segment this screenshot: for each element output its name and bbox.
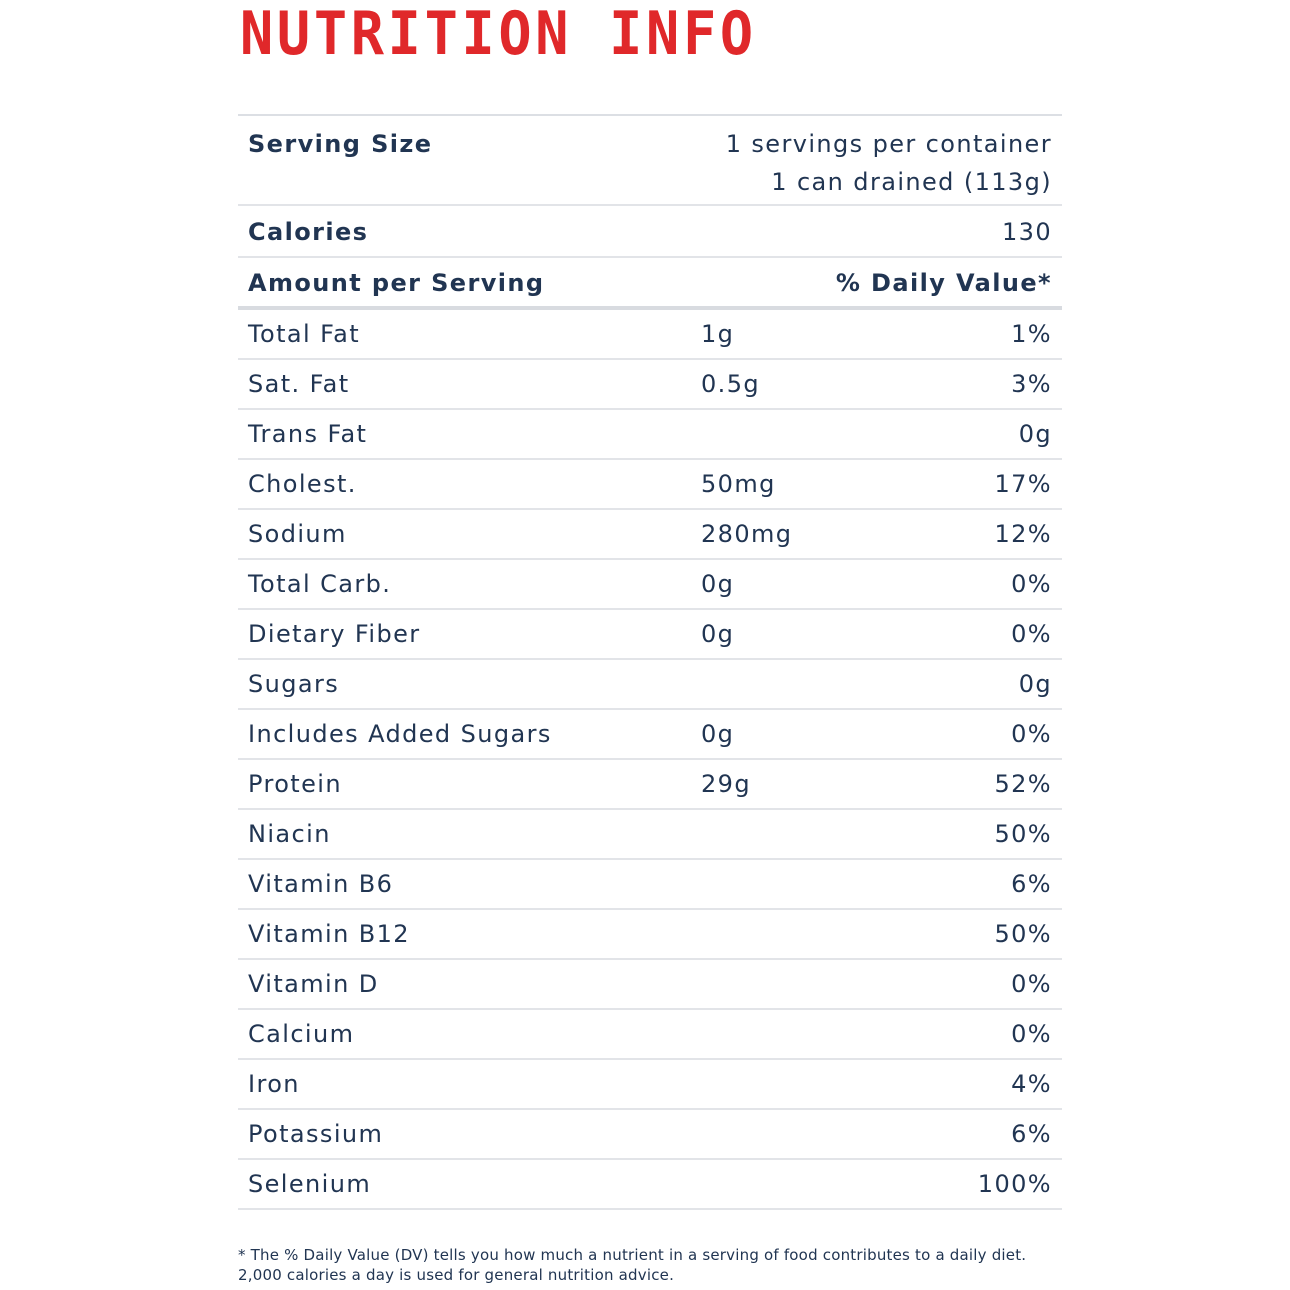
nutrient-row: [238, 1010, 1062, 1060]
nutrient-daily-value: 12%: [994, 520, 1052, 548]
nutrient-row: [238, 310, 1062, 360]
nutrient-name: Protein: [248, 770, 342, 798]
nutrient-list: [238, 310, 1062, 1210]
nutrient-daily-value: 0%: [1011, 1020, 1052, 1048]
nutrient-daily-value: 0%: [1011, 720, 1052, 748]
nutrient-amount: 1g: [701, 320, 735, 348]
calories-row: [238, 206, 1062, 258]
nutrient-daily-value: 6%: [1011, 870, 1052, 898]
nutrient-name: Includes Added Sugars: [248, 720, 552, 748]
nutrient-daily-value: 50%: [994, 920, 1052, 948]
nutrient-row: [238, 560, 1062, 610]
serving-size-row: [238, 116, 1062, 206]
serving-size-value: 1 can drained (113g): [771, 168, 1052, 196]
nutrient-row: [238, 710, 1062, 760]
nutrient-daily-value: 0g: [1018, 670, 1052, 698]
page-title: NUTRITION INFO: [240, 0, 757, 69]
nutrient-name: Vitamin B6: [248, 870, 394, 898]
nutrient-name: Trans Fat: [248, 420, 368, 448]
nutrient-daily-value: 0%: [1011, 970, 1052, 998]
nutrient-row: [238, 460, 1062, 510]
nutrient-row: [238, 510, 1062, 560]
nutrient-daily-value: 17%: [994, 470, 1052, 498]
amount-per-serving-header: Amount per Serving: [248, 269, 545, 297]
nutrient-row: [238, 410, 1062, 460]
nutrient-name: Sodium: [248, 520, 347, 548]
nutrient-name: Sat. Fat: [248, 370, 350, 398]
nutrient-row: [238, 1110, 1062, 1160]
nutrient-daily-value: 0g: [1018, 420, 1052, 448]
nutrient-name: Total Carb.: [248, 570, 392, 598]
nutrient-name: Cholest.: [248, 470, 357, 498]
nutrient-daily-value: 0%: [1011, 570, 1052, 598]
nutrient-amount: 280mg: [701, 520, 793, 548]
nutrient-daily-value: 6%: [1011, 1120, 1052, 1148]
nutrient-name: Vitamin D: [248, 970, 379, 998]
nutrient-daily-value: 1%: [1011, 320, 1052, 348]
nutrient-amount: 0g: [701, 720, 735, 748]
table-header-row: [238, 258, 1062, 310]
nutrient-row: [238, 1160, 1062, 1210]
nutrient-daily-value: 3%: [1011, 370, 1052, 398]
nutrient-daily-value: 50%: [994, 820, 1052, 848]
nutrient-row: [238, 660, 1062, 710]
daily-value-footnote: * The % Daily Value (DV) tells you how much a nutrient in a serving of food contributes to a daily diet. 2,000 calories a day is used for general nutrition advice.: [238, 1246, 1027, 1284]
nutrient-name: Sugars: [248, 670, 340, 698]
nutrition-table: [238, 114, 1062, 1210]
nutrient-row: [238, 610, 1062, 660]
nutrient-row: [238, 760, 1062, 810]
nutrient-row: [238, 360, 1062, 410]
serving-size-label: Serving Size: [248, 130, 433, 158]
nutrient-name: Niacin: [248, 820, 331, 848]
nutrient-row: [238, 860, 1062, 910]
nutrient-name: Selenium: [248, 1170, 372, 1198]
nutrient-name: Total Fat: [248, 320, 360, 348]
calories-label: Calories: [248, 218, 369, 246]
daily-value-header: % Daily Value*: [835, 269, 1052, 297]
nutrient-daily-value: 4%: [1011, 1070, 1052, 1098]
nutrient-amount: 29g: [701, 770, 751, 798]
nutrient-name: Calcium: [248, 1020, 355, 1048]
servings-per-container: 1 servings per container: [725, 130, 1052, 158]
nutrient-amount: 0g: [701, 570, 735, 598]
nutrient-row: [238, 1060, 1062, 1110]
nutrient-amount: 50mg: [701, 470, 776, 498]
nutrient-daily-value: 52%: [994, 770, 1052, 798]
nutrient-row: [238, 910, 1062, 960]
serving-size-values: [726, 125, 1052, 201]
nutrient-amount: 0.5g: [701, 370, 761, 398]
nutrient-name: Vitamin B12: [248, 920, 410, 948]
nutrient-amount: 0g: [701, 620, 735, 648]
nutrient-row: [238, 810, 1062, 860]
nutrient-name: Dietary Fiber: [248, 620, 421, 648]
nutrient-daily-value: 0%: [1011, 620, 1052, 648]
nutrient-daily-value: 100%: [977, 1170, 1052, 1198]
calories-value: 130: [1001, 218, 1052, 246]
nutrient-row: [238, 960, 1062, 1010]
nutrient-name: Potassium: [248, 1120, 384, 1148]
nutrient-name: Iron: [248, 1070, 300, 1098]
